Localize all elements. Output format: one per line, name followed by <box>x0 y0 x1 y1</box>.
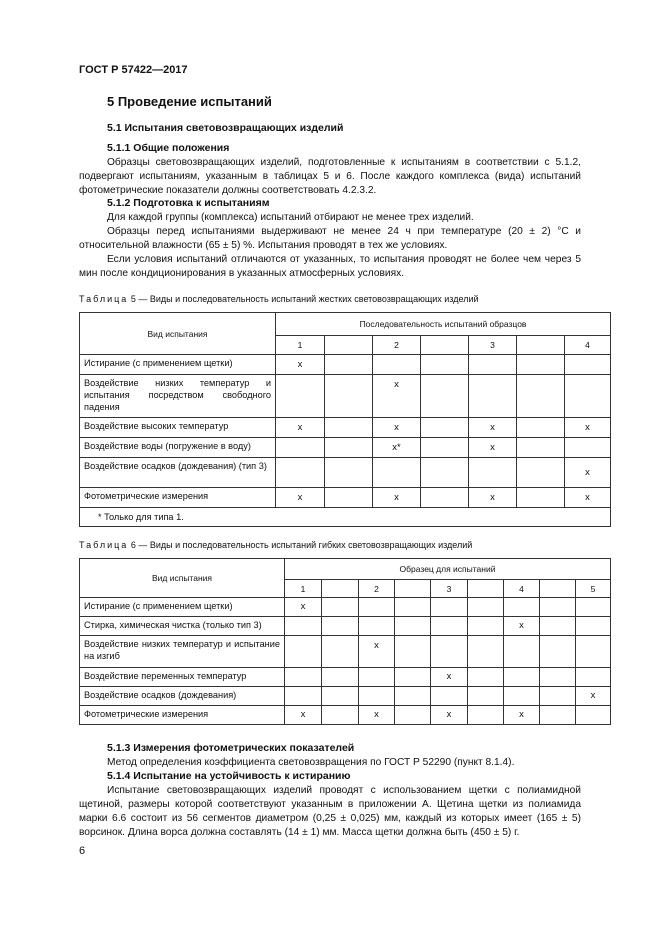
test-name: Истирание (с применением щетки) <box>80 355 276 375</box>
table-5-num: 3 <box>469 336 517 355</box>
mark: x <box>504 617 540 636</box>
mark <box>468 687 504 706</box>
table-row <box>80 668 611 687</box>
mark <box>276 375 325 418</box>
mark <box>540 636 576 668</box>
mark <box>576 617 611 636</box>
mark <box>431 617 468 636</box>
mark <box>431 598 468 617</box>
mark <box>359 687 395 706</box>
table-5-num: 2 <box>373 336 421 355</box>
mark <box>285 636 322 668</box>
table-row <box>80 375 611 418</box>
mark <box>517 375 565 418</box>
mark <box>359 668 395 687</box>
mark <box>517 355 565 375</box>
mark <box>504 636 540 668</box>
mark <box>285 668 322 687</box>
mark <box>431 636 468 668</box>
test-name: Стирка, химическая чистка (только тип 3) <box>80 617 285 636</box>
table-5-col-head: Вид испытания <box>80 313 276 355</box>
mark <box>565 438 611 458</box>
mark: x <box>359 636 395 668</box>
mark <box>565 355 611 375</box>
mark: x* <box>373 438 421 458</box>
mark <box>421 355 469 375</box>
mark: x <box>285 706 322 725</box>
subsection-5-1-1: 5.1.1 Общие положения <box>107 142 230 154</box>
mark <box>576 636 611 668</box>
mark <box>469 458 517 488</box>
mark <box>325 488 373 508</box>
mark: x <box>276 488 325 508</box>
mark <box>325 355 373 375</box>
mark <box>517 438 565 458</box>
mark <box>322 598 359 617</box>
paragraph-5-1-2-b: Образцы перед испытаниями выдерживают не менее 24 ч при температуре (20 ± 2) °С и относительной влажности (65 ± 5) %. Испытания проводят в тех же условиях. <box>79 226 581 251</box>
mark <box>325 438 373 458</box>
paragraph-5-1-4: Испытание световозвращающих изделий проводят с использованием щетки с полиамидной щетиной, размеры которой соответствуют указанным в приложении А. Щетина щетки из полиамида марки 6.6 состоит из 56 сегментов диаметром (0,25 ± 0,025) мм, каждый из которых имеет (165 ± 5) ворсинок. Длина ворса должна составлять (14 ± 1) мм. Масса щетки должна быть (450 ± 5) г. <box>79 785 581 838</box>
mark <box>540 617 576 636</box>
mark: x <box>469 438 517 458</box>
mark <box>373 355 421 375</box>
paragraph-5-1-3: Метод определения коэффициента световозвращения по ГОСТ Р 52290 (пункт 8.1.4). <box>107 757 515 768</box>
section-title: 5 Проведение испытаний <box>107 94 272 109</box>
mark: x <box>285 598 322 617</box>
table-6-num <box>468 580 504 598</box>
table-row <box>80 488 611 508</box>
table-5-num <box>517 336 565 355</box>
mark: x <box>359 706 395 725</box>
mark <box>565 375 611 418</box>
document-header: ГОСТ Р 57422—2017 <box>79 64 188 76</box>
table-row <box>80 598 611 617</box>
mark <box>395 687 431 706</box>
mark <box>540 687 576 706</box>
test-name: Воздействие низких температур и испытание на изгиб <box>80 636 285 668</box>
table-5 <box>79 312 611 527</box>
mark <box>395 598 431 617</box>
mark: x <box>576 687 611 706</box>
mark <box>517 418 565 438</box>
table-6-caption-text: 6 — Виды и последовательность испытаний гибких световозвращающих изделий <box>130 540 473 550</box>
table-6-col-head: Вид испытания <box>80 559 285 598</box>
mark <box>285 687 322 706</box>
mark: x <box>373 418 421 438</box>
mark <box>325 375 373 418</box>
table-6-num: 3 <box>431 580 468 598</box>
mark <box>322 636 359 668</box>
table-6-group-head: Образец для испытаний <box>285 559 611 580</box>
mark: x <box>469 418 517 438</box>
mark <box>325 458 373 488</box>
mark: x <box>469 488 517 508</box>
test-name: Воздействие воды (погружение в воду) <box>80 438 276 458</box>
table-5-footnote: * Только для типа 1. <box>80 508 611 527</box>
table-5-num: 4 <box>565 336 611 355</box>
test-name: Фотометрические измерения <box>80 706 285 725</box>
mark <box>322 687 359 706</box>
mark <box>395 636 431 668</box>
mark <box>469 355 517 375</box>
table-5-caption-text: 5 — Виды и последовательность испытаний жестких световозвращающих изделий <box>130 294 479 304</box>
mark <box>421 375 469 418</box>
mark <box>421 488 469 508</box>
table-row <box>80 438 611 458</box>
mark <box>469 375 517 418</box>
table-6-caption <box>79 540 472 550</box>
mark <box>276 438 325 458</box>
mark <box>325 418 373 438</box>
mark <box>504 687 540 706</box>
mark: x <box>565 418 611 438</box>
mark <box>540 598 576 617</box>
test-name: Воздействие осадков (дождевания) (тип 3) <box>80 458 276 488</box>
subsection-5-1: 5.1 Испытания световозвращающих изделий <box>107 122 344 134</box>
mark: x <box>373 375 421 418</box>
page-number: 6 <box>79 845 86 857</box>
table-row <box>80 355 611 375</box>
table-row <box>80 706 611 725</box>
mark <box>576 706 611 725</box>
mark <box>395 668 431 687</box>
table-5-group-head: Последовательность испытаний образцов <box>276 313 611 336</box>
test-name: Воздействие осадков (дождевания) <box>80 687 285 706</box>
mark <box>576 668 611 687</box>
test-name: Воздействие высоких температур <box>80 418 276 438</box>
mark <box>373 458 421 488</box>
paragraph-5-1-2-a: Для каждой группы (комплекса) испытаний отбирают не менее трех изделий. <box>107 212 474 223</box>
mark <box>504 598 540 617</box>
test-name: Истирание (с применением щетки) <box>80 598 285 617</box>
table-6-num: 4 <box>504 580 540 598</box>
table-5-caption <box>79 294 479 304</box>
mark <box>276 458 325 488</box>
mark <box>517 488 565 508</box>
mark <box>421 438 469 458</box>
test-name: Фотометрические измерения <box>80 488 276 508</box>
subsection-5-1-3: 5.1.3 Измерения фотометрических показателей <box>107 742 355 754</box>
mark: x <box>431 706 468 725</box>
mark <box>468 706 504 725</box>
subsection-5-1-4: 5.1.4 Испытание на устойчивость к истиранию <box>107 770 351 782</box>
table-6-caption-word: Таблица <box>79 540 129 550</box>
mark <box>576 598 611 617</box>
mark <box>468 598 504 617</box>
mark: x <box>276 418 325 438</box>
mark: x <box>373 488 421 508</box>
mark <box>421 458 469 488</box>
mark <box>517 458 565 488</box>
mark <box>468 668 504 687</box>
table-6-num: 1 <box>285 580 322 598</box>
mark: x <box>565 488 611 508</box>
table-row <box>80 687 611 706</box>
table-5-num: 1 <box>276 336 325 355</box>
mark: x <box>504 706 540 725</box>
table-6-num: 2 <box>359 580 395 598</box>
paragraph-5-1-2-c: Если условия испытаний отличаются от указанных, то испытания проводят не более чем через 5 мин после кондиционирования в указанных атмосферных условиях. <box>79 254 581 279</box>
mark <box>468 636 504 668</box>
mark <box>468 617 504 636</box>
mark <box>395 706 431 725</box>
subsection-5-1-2: 5.1.2 Подготовка к испытаниям <box>107 197 270 209</box>
mark <box>540 706 576 725</box>
test-name: Воздействие переменных температур <box>80 668 285 687</box>
paragraph-5-1-1: Образцы световозвращающих изделий, подготовленные к испытаниям в соответствии с 5.1.2, подвергают испытаниям, указанным в таблицах 5 и 6. После каждого комплекса (вида) испытаний фотометрические показатели должны соответствовать 4.2.3.2. <box>79 157 581 196</box>
mark: x <box>431 668 468 687</box>
mark: x <box>565 458 611 488</box>
mark <box>359 617 395 636</box>
mark <box>322 706 359 725</box>
table-5-num <box>421 336 469 355</box>
table-row <box>80 617 611 636</box>
table-6-num <box>395 580 431 598</box>
mark <box>285 617 322 636</box>
mark <box>322 668 359 687</box>
mark: x <box>276 355 325 375</box>
table-6-num <box>322 580 359 598</box>
table-row <box>80 418 611 438</box>
table-row <box>80 636 611 668</box>
mark <box>431 687 468 706</box>
mark <box>421 418 469 438</box>
mark <box>504 668 540 687</box>
table-5-num <box>325 336 373 355</box>
table-6 <box>79 558 611 725</box>
test-name: Воздействие низких температур и испытания посредством свободного падения <box>80 375 276 418</box>
mark <box>359 598 395 617</box>
mark <box>540 668 576 687</box>
mark <box>395 617 431 636</box>
table-6-num: 5 <box>576 580 611 598</box>
table-row <box>80 458 611 488</box>
table-5-caption-word: Таблица <box>79 294 129 304</box>
table-6-num <box>540 580 576 598</box>
mark <box>322 617 359 636</box>
